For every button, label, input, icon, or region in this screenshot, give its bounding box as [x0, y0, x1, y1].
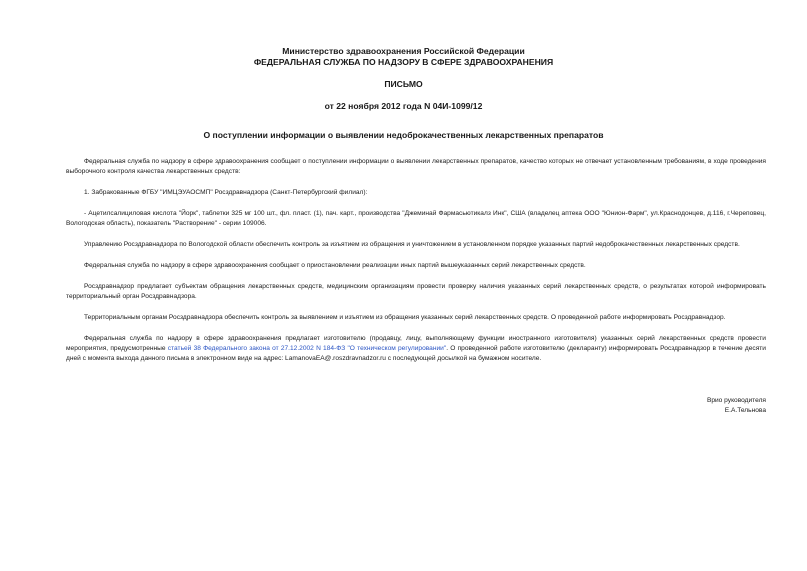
paragraph-6: Росздравнадзор предлагает субъектам обращения лекарственных средств, медицинским организациям провести проверку наличия указанных серий лекарственных средств, о результатах которой информировать территориальный орган Росздравнадзора.: [66, 283, 766, 300]
document-header: [0, 46, 807, 112]
paragraph-3: - Ацетилсалициловая кислота "Йорк", таблетки 325 мг 100 шт., фл. пласт. (1), пач. карт., производства "Джеминай Фармасьютикалз Инк", США (владелец аптека ООО "Юнион-Фарм", ул.Краснодонцев, д.116, г.Череповец, Вологодская область), показатель "Растворение" - серии 109006.: [66, 210, 766, 227]
signature-block: [707, 396, 766, 416]
signatory-name: Е.А.Тельнова: [724, 407, 766, 414]
law-reference-link[interactable]: статьей 38 Федерального закона от 27.12.2002 N 184-ФЗ "О техническом регулировании": [167, 345, 447, 352]
paragraph-5: Федеральная служба по надзору в сфере здравоохранения сообщает о приостановлении реализации иных партий вышеуказанных серий лекарственных средств.: [84, 262, 586, 269]
ministry-name: Министерство здравоохранения Российской Федерации: [282, 46, 525, 56]
paragraph-7: Территориальным органам Росздравнадзора обеспечить контроль за выявлением и изъятием из обращения указанных серий лекарственных средств. О проведенной работе информировать Росздравнадзор.: [84, 314, 726, 321]
paragraph-8-text-start: Федеральная служба по надзору в сфере здравоохранения предлагает изготовителю (продавцу, лицу, выполняющему функции иностранного изготовителя) указанных серий лекарственных средств провести мероприятия, предусмотренные: [66, 335, 766, 352]
service-name: ФЕДЕРАЛЬНАЯ СЛУЖБА ПО НАДЗОРУ В СФЕРЕ ЗДРАВООХРАНЕНИЯ: [253, 57, 554, 67]
paragraph-8-text-end: . О проведенной работе изготовителю (декларанту) информировать Росздравнадзор в течение десяти дней с момента выхода данного письма в электронном виде на адрес: LamanovaEA@.roszdravnadzor.ru с последующей досылкой на бумажном носителе.: [66, 345, 766, 362]
document-number: от 22 ноября 2012 года N 04И-1099/12: [324, 101, 483, 111]
document-type: ПИСЬМО: [384, 79, 423, 89]
document-subject: О поступлении информации о выявлении недоброкачественных лекарственных препаратов: [203, 130, 604, 140]
paragraph-1: Федеральная служба по надзору в сфере здравоохранения сообщает о поступлении информации о выявлении лекарственных препаратов, качество которых не отвечает установленным требованиям, в ходе проведения выборочного контроля качества лекарственных средств:: [66, 158, 766, 175]
paragraph-8: [66, 334, 766, 364]
signatory-position: Врио руководителя: [706, 397, 766, 404]
paragraph-4: Управлению Росздравнадзора по Вологодской области обеспечить контроль за изъятием из обращения и уничтожением в установленном порядке указанных партий недоброкачественных лекарственных средств.: [84, 241, 740, 248]
document-body: [66, 157, 766, 364]
paragraph-2: 1. Забракованные ФГБУ "ИМЦЭУАОСМП" Росздравнадзора (Санкт-Петербургский филиал):: [84, 189, 368, 196]
